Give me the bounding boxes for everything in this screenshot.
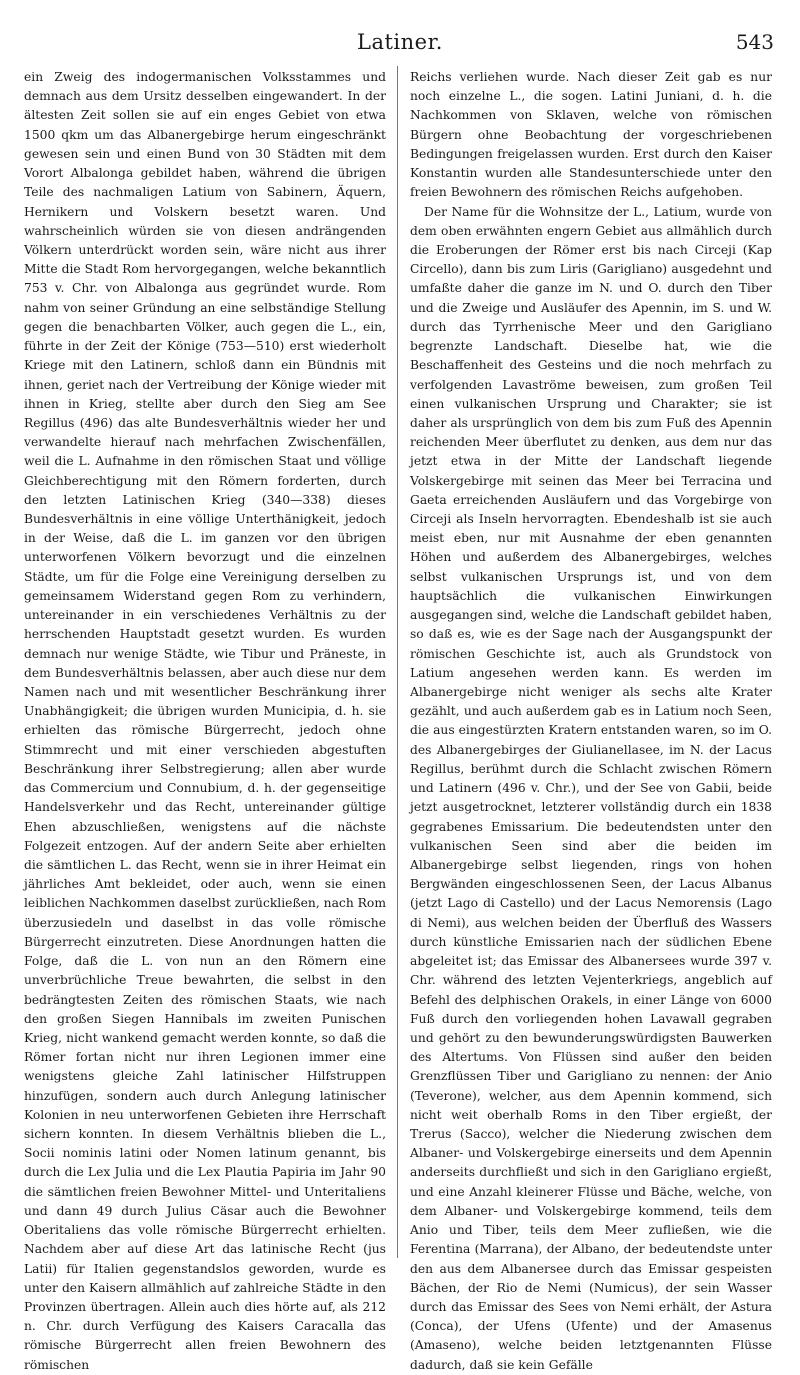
left-column (24, 68, 386, 1375)
page-header (24, 30, 776, 58)
right-column (410, 68, 772, 1375)
running-head: Latiner. (357, 30, 443, 54)
left-column-paragraph: ein Zweig des indogermanischen Volksstammes und demnach aus dem Ursitz desselben eingewandert. In der ältesten Zeit sollen sie auf ein enges Gebiet von etwa 1500 qkm um das Albanergebirge herum eingeschränkt gewesen sein und einen Bund von 30 Städten mit dem Vorort Albalonga gebildet haben, während die übrigen Teile des nachmaligen Latium von Sabinern, Äquern, Hernikern und Volskern besetzt waren. Und wahrscheinlich würden sie von diesen andrängenden Völkern unterdrückt worden sein, wäre nicht aus ihrer Mitte die Stadt Rom hervorgegangen, welche bekanntlich 753 v. Chr. von Albalonga aus gegründet wurde. Rom nahm von seiner Gründung an eine selbständige Stellung gegen die benachbarten Völker, auch gegen die L., ein, führte in der Zeit der Könige (753—510) erst wiederholt Kriege mit den Latinern, schloß dann ein Bündnis mit ihnen, geriet nach der Vertreibung der Könige wieder mit ihnen in Krieg, stellte aber durch den Sieg am See Regillus (496) das alte Bundesverhältnis wieder her und verwandelte hierauf nach mehrfachen Zwischenfällen, weil die L. Aufnahme in den römischen Staat und völlige Gleichberechtigung mit den Römern forderten, durch den letzten Latinischen Krieg (340—338) dieses Bundesverhältnis in eine völlige Unterthänigkeit, jedoch in der Weise, daß die L. im ganzen vor den übrigen unterworfenen Völkern bevorzugt und die einzelnen Städte, um für die Folge eine Vereinigung derselben zu gemeinsamem Widerstand gegen Rom zu verhindern, untereinander in ein verschiedenes Verhältnis zu der herrschenden Hauptstadt gesetzt wurden. Es wurden demnach nur wenige Städte, wie Tibur und Präneste, in dem Bundesverhältnis belassen, aber auch diese nur dem Namen nach und mit wesentlicher Beschränkung ihrer Unabhängigkeit; die übrigen wurden Municipia, d. h. sie erhielten das römische Bürgerrecht, jedoch ohne Stimmrecht und mit einer verschieden abgestuften Beschränkung ihrer Selbstregierung; allen aber wurde das Commercium und Connubium, d. h. der gegenseitige Handelsverkehr und das Recht, untereinander gültige Ehen abzuschließen, wenigstens auf die nächste Folgezeit entzogen. Auf der andern Seite aber erhielten die sämtlichen L. das Recht, wenn sie in ihrer Heimat ein jährliches Amt bekleidet, oder auch, wenn sie einen leiblichen Nachkommen daselbst zurückließen, nach Rom überzusiedeln und daselbst in das volle römische Bürgerrecht einzutreten. Diese Anordnungen hatten die Folge, daß die L. von nun an den Römern eine unverbrüchliche Treue bewahrten, die selbst in den bedrängtesten Zeiten des römischen Staats, wie nach den großen Siegen Hannibals im zweiten Punischen Krieg, nicht wankend gemacht werden konnte, so daß die Römer fortan nicht nur ihren Legionen immer eine wenigstens gleiche Zahl latinischer Hilfstruppen hinzufügen, sondern auch durch Anlegung latinischer Kolonien in neu unterworfenen Gebieten ihre Herrschaft sichern konnten. In diesem Verhältnis blieben die L., Socii nominis latini oder Nomen latinum genannt, bis durch die Lex Julia und die Lex Plautia Papiria im Jahr 90 die sämtlichen freien Bewohner Mittel- und Unteritaliens und dann 49 durch Julius Cäsar auch die Bewohner Oberitaliens das volle römische Bürgerrecht erhielten. Nachdem aber auf diese Art das latinische Recht (jus Latii) für Italien gegenstandslos geworden, wurde es unter den Kaisern allmählich auf zahlreiche Städte in den Provinzen übertragen. Allein auch dies hörte auf, als 212 n. Chr. durch Verfügung des Kaisers Caracalla das römische Bürgerrecht allen freien Bewohnern des römischen (24, 70, 386, 1372)
column-divider (397, 66, 398, 1258)
right-column-paragraph-2: Der Name für die Wohnsitze der L., Latium, wurde von dem oben erwähnten engern Gebiet aus allmählich durch die Eroberungen der Römer erst bis nach Circeji (Kap Circello), dann bis zum Liris (Garigliano) ausgedehnt und umfaßte daher die ganze im N. und O. durch den Tiber und die Zweige und Ausläufer des Apennin, im S. und W. durch das Tyrrhenische Meer und den Garigliano begrenzte Landschaft. Dieselbe hat, wie die Beschaffenheit des Gesteins und die noch mehrfach zu verfolgenden Lavaströme beweisen, zum großen Teil einen vulkanischen Ursprung und Charakter; sie ist daher als ursprünglich von dem bis zum Fuß des Apennin reichenden Meer überflutet zu denken, aus dem nur das jetzt etwa in der Mitte der Landschaft liegende Volskergebirge mit seinen das Meer bei Terracina und Gaeta erreichenden Ausläufern und das Vorgebirge von Circeji als Inseln hervorragten. Ebendeshalb ist sie auch meist eben, nur mit Ausnahme der eben genannten Höhen und außerdem des Albanergebirges, welches selbst vulkanischen Ursprungs ist, und von dem hauptsächlich die vulkanischen Einwirkungen ausgegangen sind, welche die Landschaft gebildet haben, so daß es, wie es der Sage nach der Ausgangspunkt der römischen Geschichte ist, auch als Grundstock von Latium angesehen werden kann. Es werden im Albanergebirge nicht weniger als sechs alte Krater gezählt, und auch außerdem gab es in Latium noch Seen, die aus eingestürzten Kratern entstanden waren, so im O. des Albanergebirges der Giulianellasee, im N. der Lacus Regillus, berühmt durch die Schlacht zwischen Römern und Latinern (496 v. Chr.), und der See von Gabii, beide jetzt ausgetrocknet, letzterer vollständig durch ein 1838 gegrabenes Emissarium. Die bedeutendsten unter den vulkanischen Seen sind aber die beiden im Albanergebirge selbst liegenden, rings von hohen Bergwänden eingeschlossenen Seen, der Lacus Albanus (jetzt Lago di Castello) und der Lacus Nemorensis (Lago di Nemi), aus welchen beiden der Überfluß des Wassers durch künstliche Emissarien nach der südlichen Ebene abgeleitet ist; das Emissar des Albanersees wurde 397 v. Chr. während des letzten Vejenterkriegs, angeblich auf Befehl des delphischen Orakels, in einer Länge von 6000 Fuß durch den vorliegenden hohen Lavawall gegraben und gehört zu den bewunderungswürdigsten Bauwerken des Altertums. Von Flüssen sind außer den beiden Grenzflüssen Tiber und Garigliano zu nennen: der Anio (Teverone), welcher, aus dem Apennin kommend, sich nicht weit oberhalb Roms in den Tiber ergießt, der Trerus (Sacco), welcher die Niederung zwischen dem Albaner- und Volskergebirge einerseits und dem Apennin anderseits durchfließt und sich in den Garigliano ergießt, und eine Anzahl kleinerer Flüsse und Bäche, welche, von dem Albaner- und Volskergebirge kommend, teils dem Anio und Tiber, teils dem Meer zufließen, wie die Ferentina (Marrana), der Albano, der bedeutendste unter den aus dem Albanersee durch das Emissar gespeisten Bächen, der Rio de Nemi (Numicus), der sein Wasser durch das Emissar des Sees von Nemi erhält, der Astura (Conca), der Ufens (Ufente) und der Amasenus (Amaseno), welche beiden letztgenannten Flüsse dadurch, daß sie kein Gefälle (410, 204, 772, 1372)
page-number: 543 (735, 30, 774, 54)
right-column-paragraph-1: Reichs verliehen wurde. Nach dieser Zeit gab es nur noch einzelne L., die sogen. Latini Juniani, d. h. die Nachkommen von Sklaven, welche von römischen Bürgern ohne Beobachtung der vorgeschriebenen Bedingungen freigelassen wurden. Erst durch den Kaiser Konstantin wurden alle Standesunterschiede unter den freien Bewohnern des römischen Reichs aufgehoben. (410, 70, 772, 200)
